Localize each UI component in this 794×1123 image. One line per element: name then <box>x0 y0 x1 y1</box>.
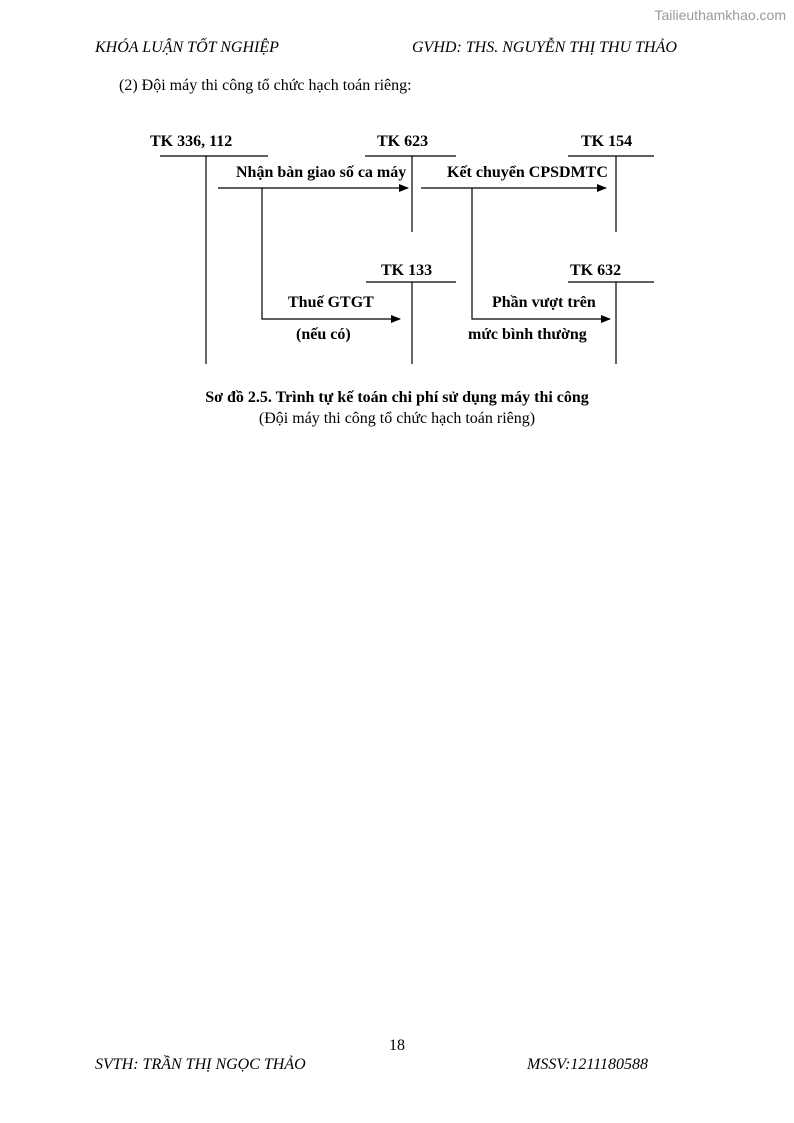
header-left: KHÓA LUẬN TỐT NGHIỆP <box>95 39 279 56</box>
footer-left: SVTH: TRẦN THỊ NGỌC THẢO <box>95 1056 306 1073</box>
footer-right: MSSV:1211180588 <box>527 1056 649 1073</box>
header-right: GVHD: THS. NGUYỄN THỊ THU THẢO <box>412 39 677 56</box>
flow-muc-binh-thuong: mức bình thường <box>468 326 587 343</box>
t-account-tk133 <box>366 282 456 364</box>
watermark: Tailieuthamkhao.com <box>654 7 786 23</box>
label-tk632: TK 632 <box>570 262 622 279</box>
flow-neu-co: (nếu có) <box>296 326 351 343</box>
page-number: 18 <box>389 1037 405 1054</box>
intro-text: (2) Đội máy thi công tổ chức hạch toán riêng: <box>119 77 412 94</box>
label-tk336: TK 336, 112 <box>150 133 233 150</box>
flow-ket-chuyen: Kết chuyển CPSDMTC <box>447 164 608 181</box>
accounting-diagram <box>0 120 794 380</box>
label-tk154: TK 154 <box>581 133 633 150</box>
t-account-tk336 <box>160 156 268 364</box>
flow-phan-vuot: Phần vượt trên <box>492 294 596 311</box>
diagram-caption-title: Sơ đồ 2.5. Trình tự kế toán chi phí sử dụng máy thi công <box>205 389 589 406</box>
label-tk133: TK 133 <box>381 262 433 279</box>
flow-thue-gtgt: Thuế GTGT <box>288 294 374 311</box>
flow-nhan-ban-giao: Nhận bàn giao số ca máy <box>236 164 407 181</box>
diagram-caption-subtitle: (Đội máy thi công tổ chức hạch toán riêng) <box>258 410 536 427</box>
label-tk623: TK 623 <box>377 133 429 150</box>
